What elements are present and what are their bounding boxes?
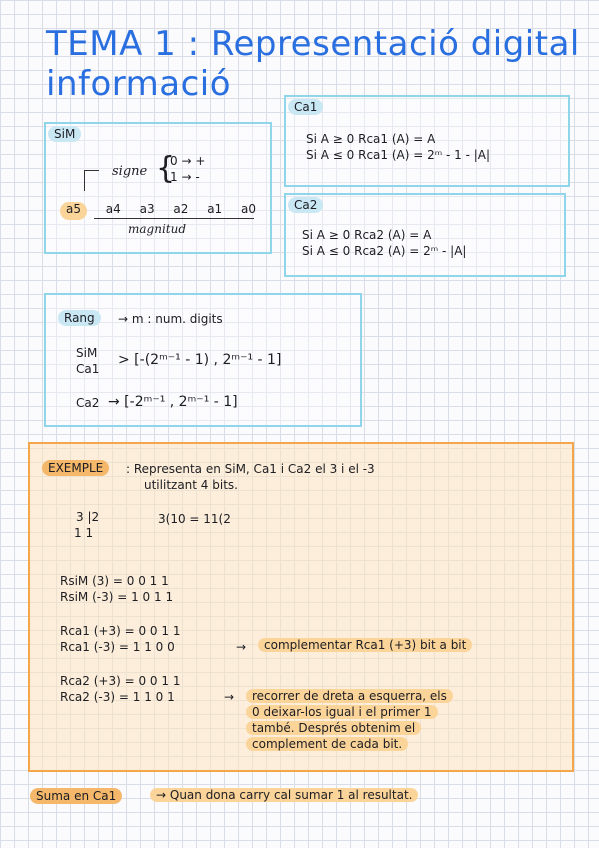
ca2-note-line: també. Després obtenim el: [246, 721, 421, 735]
division-top: 3 |2: [76, 510, 100, 524]
page-title: TEMA 1 : Representació digital informació: [46, 24, 580, 104]
sim-digit: a4: [105, 202, 121, 216]
sim-brace-top: 0 → +: [170, 154, 206, 168]
sim-digit: a2: [173, 202, 189, 216]
rang-def: → m : num. digits: [118, 312, 223, 326]
ca1-tag: Ca1: [288, 99, 323, 115]
ca2-tag: Ca2: [288, 197, 323, 213]
ca2-note-line: 0 deixar-los igual i el primer 1: [246, 705, 438, 719]
ca2-note-line: complement de cada bit.: [246, 737, 408, 751]
rang-sim-label: SiM: [76, 346, 98, 360]
ca1-line2: Si A ≤ 0 Rca1 (A) = 2ᵐ - 1 - |A|: [306, 148, 491, 162]
sim-pos: RsiM (3) = 0 0 1 1: [60, 574, 169, 588]
sim-tag: SiM: [48, 126, 81, 142]
exemple-statement-2: utilitzant 4 bits.: [144, 478, 238, 492]
ca1-pos: Rca1 (+3) = 0 0 1 1: [60, 624, 181, 638]
sim-magnitud: magnitud: [128, 222, 187, 236]
sim-neg: RsiM (-3) = 1 0 1 1: [60, 590, 174, 604]
ca1-note-arrow-icon: →: [236, 640, 247, 654]
conversion: 3(10 = 11(2: [158, 512, 231, 526]
ca2-pos: Rca2 (+3) = 0 0 1 1: [60, 674, 181, 688]
sim-digit-sign: a5: [60, 202, 87, 220]
rang-ca2-label: Ca2: [76, 396, 100, 410]
sim-arrow-icon: [84, 170, 99, 191]
ca2-note: [246, 688, 453, 752]
ca1-note: complementar Rca1 (+3) bit a bit: [258, 638, 472, 652]
ca2-line2: Si A ≤ 0 Rca2 (A) = 2ᵐ - |A|: [302, 244, 467, 258]
ca2-note-arrow-icon: →: [224, 690, 235, 704]
ca1-line1: Si A ≥ 0 Rca1 (A) = A: [306, 132, 436, 146]
ca2-neg: Rca2 (-3) = 1 1 0 1: [60, 690, 175, 704]
sim-signe: signe: [112, 164, 148, 179]
magnitud-bracket: [94, 218, 254, 219]
rang-ca2-range: → [-2ᵐ⁻¹ , 2ᵐ⁻¹ - 1]: [108, 394, 238, 410]
ca2-line1: Si A ≥ 0 Rca2 (A) = A: [302, 228, 432, 242]
brace-icon: {: [156, 151, 176, 186]
suma-text: → Quan dona carry cal sumar 1 al resultat.: [150, 788, 418, 802]
sim-brace-bottom: 1 → -: [170, 170, 200, 184]
exemple-tag: EXEMPLE: [42, 460, 109, 476]
rang-ca1-label: Ca1: [76, 362, 100, 376]
sim-digit: a3: [139, 202, 155, 216]
suma-tag: Suma en Ca1: [30, 788, 122, 804]
ca1-neg: Rca1 (-3) = 1 1 0 0: [60, 640, 175, 654]
sim-digit: a0: [240, 202, 256, 216]
exemple-statement-1: : Representa en SiM, Ca1 i Ca2 el 3 i el -3: [126, 462, 375, 476]
rang-sim-ca1-range: > [-(2ᵐ⁻¹ - 1) , 2ᵐ⁻¹ - 1]: [118, 352, 282, 368]
sim-digit: a1: [207, 202, 223, 216]
ca2-note-line: recorrer de dreta a esquerra, els: [246, 689, 453, 703]
rang-tag: Rang: [58, 310, 101, 326]
division-bottom: 1 1: [74, 526, 94, 540]
